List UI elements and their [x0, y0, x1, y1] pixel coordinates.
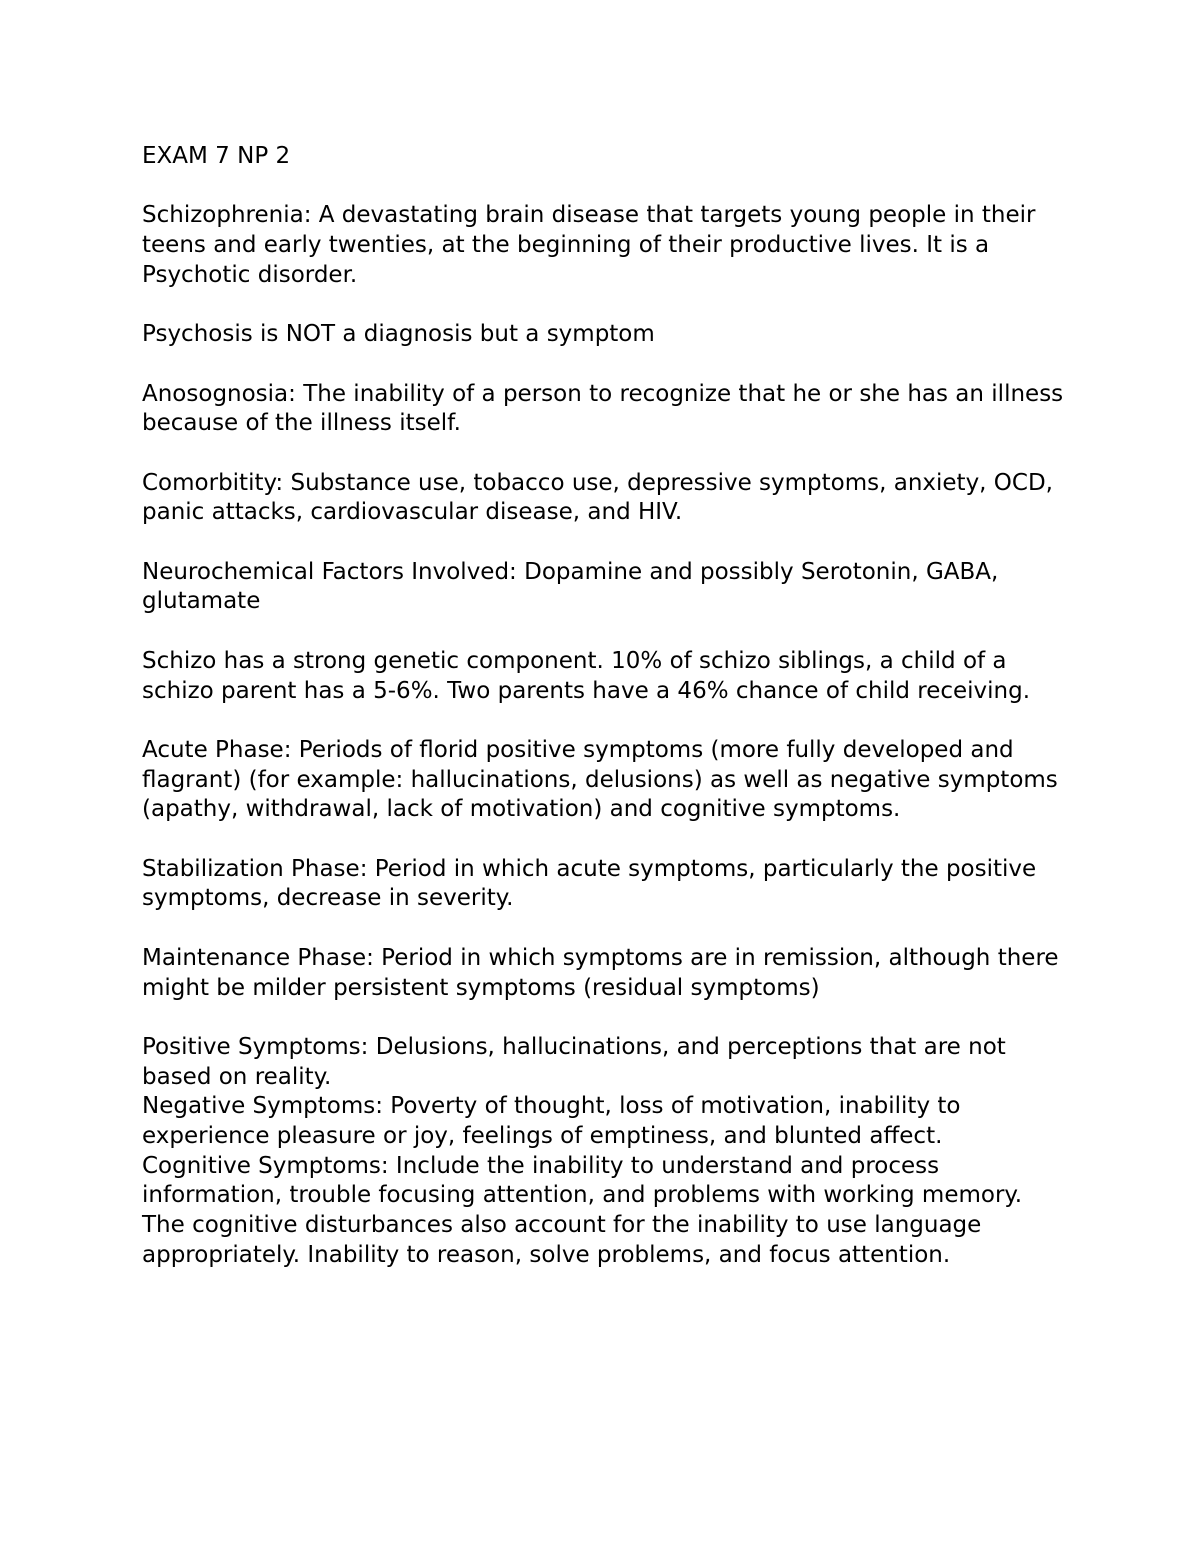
paragraph-comorbidity: Comorbitity: Substance use, tobacco use, depressive symptoms, anxiety, OCD, panic attacks, cardiovascular disease, and HIV. [142, 469, 1053, 526]
paragraph-schizophrenia: Schizophrenia: A devastating brain disease that targets young people in their teens and early twenties, at the beginning of their productive lives. It is a Psychotic disorder. [142, 202, 1036, 288]
paragraph-genetic-component: Schizo has a strong genetic component. 10% of schizo siblings, a child of a schizo parent has a 5-6%. Two parents have a 46% chance of child receiving. [142, 647, 1031, 704]
paragraph-neurochemical-factors: Neurochemical Factors Involved: Dopamine and possibly Serotonin, GABA, glutamate [142, 558, 999, 615]
paragraph-positive-symptoms: Positive Symptoms: Delusions, hallucinations, and perceptions that are not based on reality. [142, 1033, 1006, 1090]
paragraph-psychosis: Psychosis is NOT a diagnosis but a symptom [142, 321, 655, 348]
document-title: EXAM 7 NP 2 [142, 143, 291, 169]
paragraph-negative-symptoms: Negative Symptoms: Poverty of thought, loss of motivation, inability to experience pleasure or joy, feelings of emptiness, and blunted affect. [142, 1093, 961, 1150]
paragraph-maintenance-phase: Maintenance Phase: Period in which symptoms are in remission, although there might be milder persistent symptoms (residual symptoms) [142, 944, 1059, 1001]
paragraph-acute-phase: Acute Phase: Periods of florid positive symptoms (more fully developed and flagrant) (for example: hallucinations, delusions) as well as negative symptoms (apathy, withdrawal, lack of motivation) and cognitive symptoms. [142, 736, 1058, 823]
paragraph-stabilization-phase: Stabilization Phase: Period in which acute symptoms, particularly the positive symptoms, decrease in severity. [142, 855, 1037, 912]
paragraph-anosognosia: Anosognosia: The inability of a person to recognize that he or she has an illness because of the illness itself. [142, 380, 1064, 437]
document-body [142, 142, 1072, 1271]
paragraph-cognitive-symptoms: Cognitive Symptoms: Include the inability to understand and process information, trouble focusing attention, and problems with working memory. The cognitive disturbances also account for the inability to use language appropriately. Inability to reason, solve problems, and focus attention. [142, 1152, 1023, 1268]
